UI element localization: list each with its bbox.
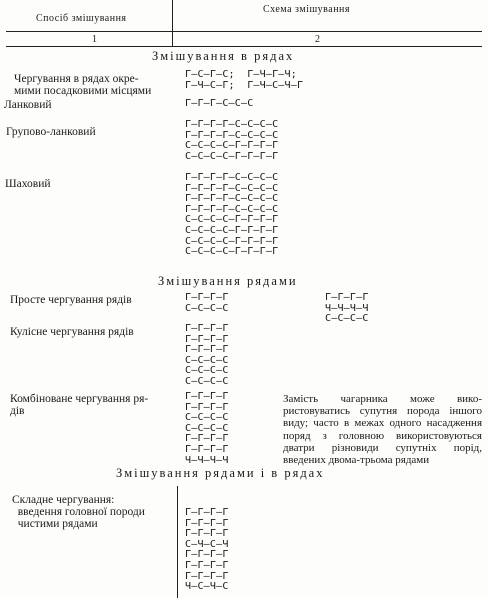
label-combined: Комбіноване чергування ря- дів: [10, 393, 149, 417]
label-backstage: Кулісне чергування рядів: [10, 326, 134, 338]
number-rule: [6, 46, 482, 47]
section-title-rows: Змішування в рядах: [152, 49, 295, 63]
scheme-alternation: Г—С—Г—С; Г—Ч—Г—Ч; Г—Ч—С—Г; Г—Ч—С—Ч—Г: [185, 69, 304, 91]
scheme-combined: Г—Г—Г—Г Г—Г—Г—Г С—С—С—С С—С—С—С Г—Г—Г—Г Г—Г—Г—Г Ч—Ч—Ч—Ч: [185, 391, 229, 466]
column-number-2: 2: [315, 34, 320, 45]
combined-note: Замість чагарника може вико-ристовуватись супутня порода іншого виду; часто в межах одного насадження поряд з головною використовуються дватри різновиди супутніх порід, введених двома-трьома рядами: [283, 393, 482, 467]
label-link: Ланковий: [4, 99, 52, 111]
column-header-scheme: Схема змішування: [263, 4, 351, 15]
label-simple: Просте чергування рядів: [10, 294, 132, 306]
scheme-link: Г—Г—Г—С—С—С: [185, 98, 254, 109]
scheme-complex: Г—Г—Г—Г Г—Г—Г—Г Г—Г—Г—Г С—Ч—С—Ч Г—Г—Г—Г Г—Г—Г—Г Г—Г—Г—Г Ч—С—Ч—С: [185, 507, 229, 593]
column-number-1: 1: [92, 34, 97, 45]
label-chess: Шаховий: [5, 178, 51, 190]
scheme-simple-a: Г—Г—Г—Г С—С—С—С: [185, 292, 229, 314]
bottom-vertical-divider: [177, 486, 178, 598]
vertical-divider: [172, 0, 173, 46]
scheme-simple-b: Г—Г—Г—Г Ч—Ч—Ч—Ч С—С—С—С: [325, 292, 369, 325]
scheme-group-link: Г—Г—Г—Г—С—С—С—С Г—Г—Г—Г—С—С—С—С С—С—С—С—Г—Г—Г—Г С—С—С—С—Г—Г—Г—Г: [185, 119, 279, 162]
section-title-between: Змішування рядами: [158, 274, 298, 288]
label-group-link: Групово-ланковий: [6, 126, 96, 138]
label-complex: Складне чергування: введення головної породи чистими рядами: [12, 494, 145, 530]
column-header-method: Спосіб змішування: [36, 13, 127, 24]
label-alternation: Чергування в рядах окре- мими посадковими місцями: [14, 73, 152, 97]
header-rule: [6, 31, 482, 32]
scheme-backstage: Г—Г—Г—Г Г—Г—Г—Г Г—Г—Г—Г С—С—С—С С—С—С—С С—С—С—С: [185, 323, 229, 387]
section-title-both: Змішування рядами і в рядах: [116, 466, 325, 480]
scheme-chess: Г—Г—Г—Г—С—С—С—С Г—Г—Г—Г—С—С—С—С Г—Г—Г—Г—С—С—С—С Г—Г—Г—Г—С—С—С—С С—С—С—С—Г—Г—Г—Г С—С—С—С—Г—Г—Г—Г С—С—С—С—Г—Г—Г—Г С—С—С—С—Г—Г—Г—Г: [185, 172, 279, 258]
